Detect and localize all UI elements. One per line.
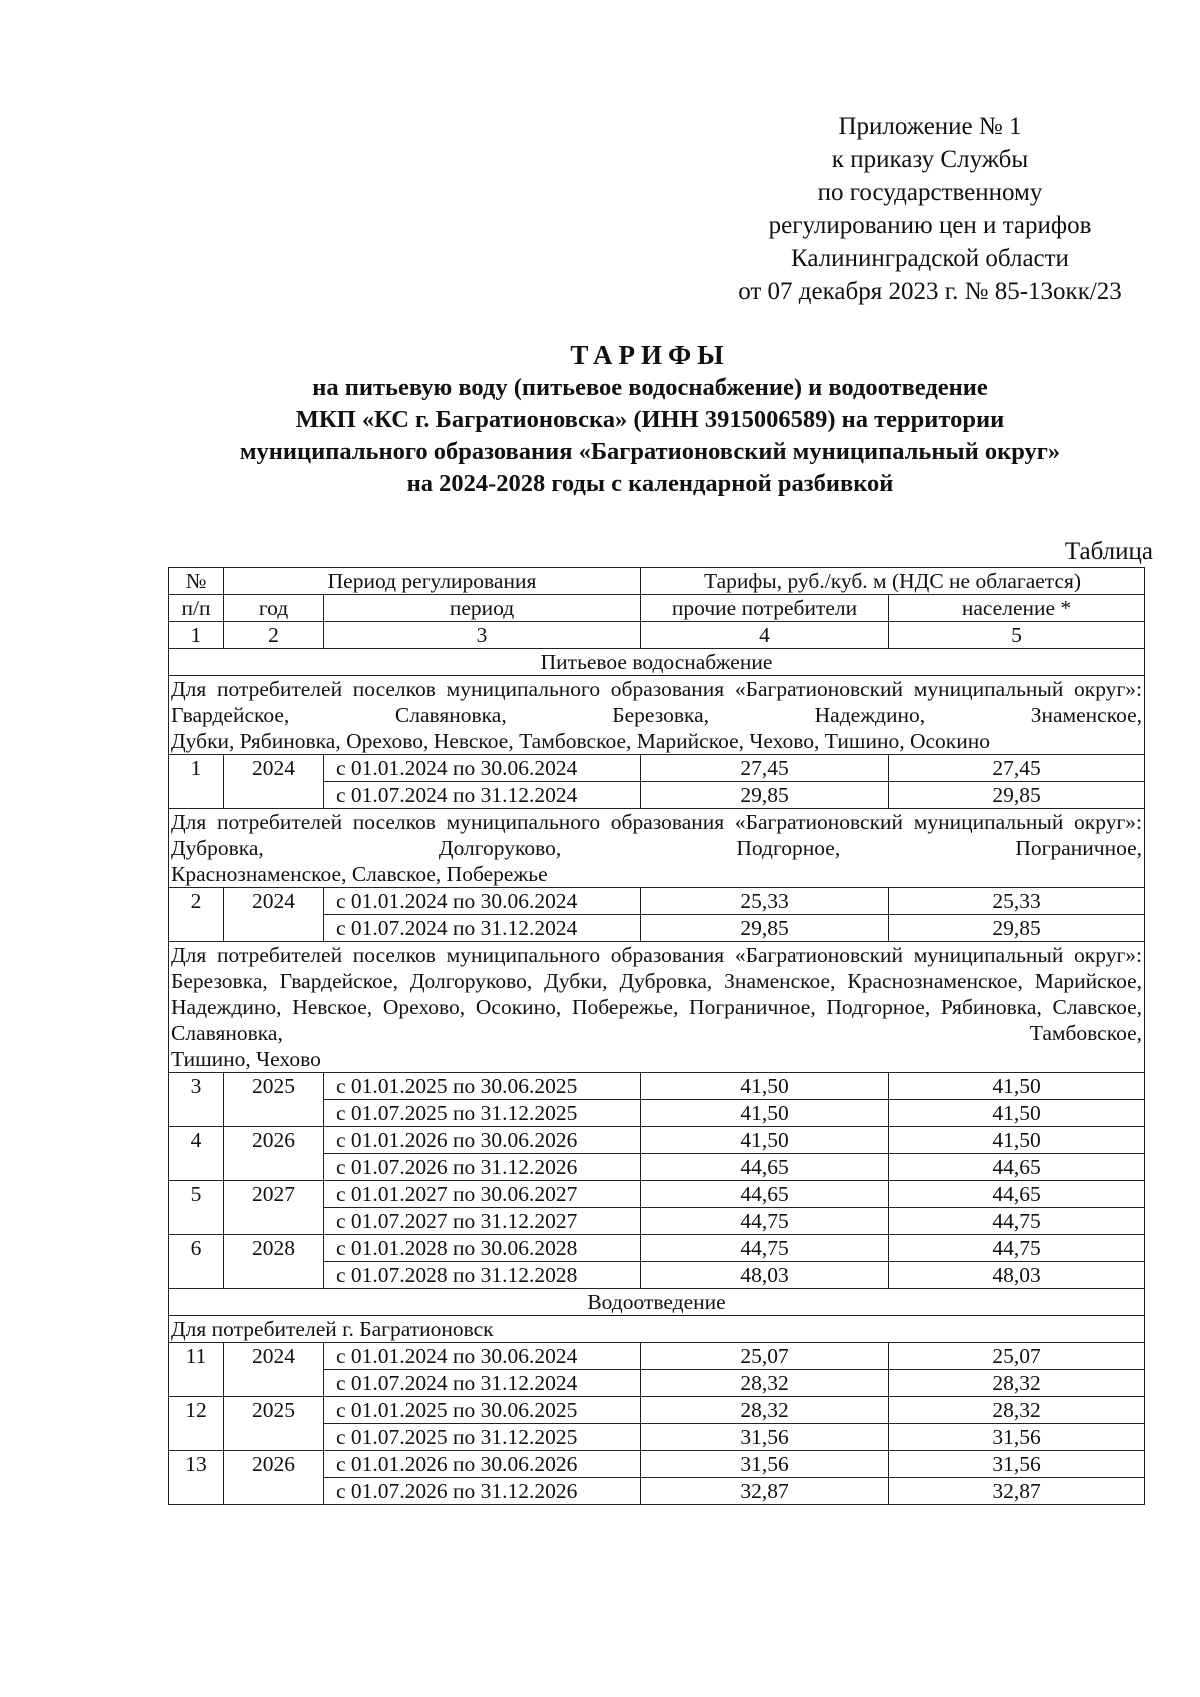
row-others: 44,65 bbox=[641, 1154, 889, 1181]
row-period: с 01.07.2024 по 31.12.2024 bbox=[324, 1370, 641, 1397]
header-num: № bbox=[169, 568, 224, 595]
row-population: 28,32 bbox=[889, 1370, 1145, 1397]
document-title bbox=[150, 338, 1150, 500]
row-population: 41,50 bbox=[889, 1100, 1145, 1127]
row-population: 48,03 bbox=[889, 1262, 1145, 1289]
column-number: 2 bbox=[224, 622, 324, 649]
section-row bbox=[169, 1289, 1145, 1316]
row-period: с 01.07.2026 по 31.12.2026 bbox=[324, 1154, 641, 1181]
row-year: 2028 bbox=[224, 1235, 324, 1289]
row-num: 13 bbox=[169, 1451, 224, 1505]
row-population: 28,32 bbox=[889, 1397, 1145, 1424]
row-others: 31,56 bbox=[641, 1424, 889, 1451]
row-period: с 01.01.2027 по 30.06.2027 bbox=[324, 1181, 641, 1208]
header-tariff-group: Тарифы, руб./куб. м (НДС не облагается) bbox=[641, 568, 1145, 595]
group-text-last: Тишино, Чехово bbox=[171, 1047, 321, 1071]
appendix-line: к приказу Службы bbox=[831, 146, 1029, 173]
row-population: 44,65 bbox=[889, 1154, 1145, 1181]
table-row bbox=[169, 1127, 1145, 1154]
row-population: 25,07 bbox=[889, 1343, 1145, 1370]
row-others: 27,45 bbox=[641, 755, 889, 782]
table-row bbox=[169, 755, 1145, 782]
appendix-reference bbox=[690, 110, 1170, 308]
row-period: с 01.07.2024 по 31.12.2024 bbox=[324, 915, 641, 942]
group-description bbox=[169, 676, 1145, 755]
appendix-line: регулированию цен и тарифов bbox=[768, 212, 1092, 239]
row-population: 31,56 bbox=[889, 1424, 1145, 1451]
row-num: 11 bbox=[169, 1343, 224, 1397]
row-population: 29,85 bbox=[889, 782, 1145, 809]
row-others: 41,50 bbox=[641, 1100, 889, 1127]
group-text-last: Краснознаменское, Славское, Побережье bbox=[171, 862, 548, 886]
row-period: с 01.07.2026 по 31.12.2026 bbox=[324, 1478, 641, 1505]
row-period: с 01.01.2025 по 30.06.2025 bbox=[324, 1397, 641, 1424]
group-text: Для потребителей поселков муниципального образования «Багратионовский муниципальный округ»: Березовка, Гвардейское, Долгоруково, Дубки, Дубровка, Знаменское, Краснознаменское, Марийское, Надеждино, Невское, Орехово, Осокино, Побережье, Пограничное, Подгорное, Рябиновка, Славское, Славяновка, Тамбовское, bbox=[171, 943, 1143, 1045]
section-title: Водоотведение bbox=[169, 1289, 1145, 1316]
group-row bbox=[169, 1316, 1145, 1343]
row-num: 12 bbox=[169, 1397, 224, 1451]
row-others: 28,32 bbox=[641, 1397, 889, 1424]
row-population: 44,75 bbox=[889, 1208, 1145, 1235]
table-row bbox=[169, 1181, 1145, 1208]
table-row bbox=[169, 1235, 1145, 1262]
table-row bbox=[169, 1451, 1145, 1478]
header-others: прочие потребители bbox=[641, 595, 889, 622]
table-row bbox=[169, 1073, 1145, 1100]
row-population: 27,45 bbox=[889, 755, 1145, 782]
row-period: с 01.07.2025 по 31.12.2025 bbox=[324, 1424, 641, 1451]
section-row bbox=[169, 649, 1145, 676]
header-year: год bbox=[224, 595, 324, 622]
row-year: 2026 bbox=[224, 1127, 324, 1181]
row-others: 25,07 bbox=[641, 1343, 889, 1370]
row-population: 32,87 bbox=[889, 1478, 1145, 1505]
row-others: 44,75 bbox=[641, 1235, 889, 1262]
row-period: с 01.01.2025 по 30.06.2025 bbox=[324, 1073, 641, 1100]
group-row bbox=[169, 676, 1145, 755]
row-num: 4 bbox=[169, 1127, 224, 1181]
row-period: с 01.01.2026 по 30.06.2026 bbox=[324, 1451, 641, 1478]
row-population: 41,50 bbox=[889, 1127, 1145, 1154]
row-period: с 01.07.2024 по 31.12.2024 bbox=[324, 782, 641, 809]
group-description bbox=[169, 942, 1145, 1073]
row-period: с 01.07.2025 по 31.12.2025 bbox=[324, 1100, 641, 1127]
row-period: с 01.01.2024 по 30.06.2024 bbox=[324, 1343, 641, 1370]
title-line: МКП «КС г. Багратионовска» (ИНН 3915006589) на территории bbox=[295, 406, 1005, 433]
row-year: 2025 bbox=[224, 1073, 324, 1127]
row-population: 25,33 bbox=[889, 888, 1145, 915]
row-period: с 01.01.2024 по 30.06.2024 bbox=[324, 755, 641, 782]
row-others: 31,56 bbox=[641, 1451, 889, 1478]
row-period: с 01.01.2024 по 30.06.2024 bbox=[324, 888, 641, 915]
row-year: 2025 bbox=[224, 1397, 324, 1451]
header-period-group: Период регулирования bbox=[224, 568, 641, 595]
header-population: население * bbox=[889, 595, 1145, 622]
appendix-line: Приложение № 1 bbox=[838, 113, 1022, 140]
row-year: 2026 bbox=[224, 1451, 324, 1505]
column-number-row bbox=[169, 622, 1145, 649]
row-year: 2024 bbox=[224, 888, 324, 942]
row-period: с 01.07.2027 по 31.12.2027 bbox=[324, 1208, 641, 1235]
row-period: с 01.01.2026 по 30.06.2026 bbox=[324, 1127, 641, 1154]
title-line: муниципального образования «Багратионовский муниципальный округ» bbox=[239, 438, 1061, 465]
title-line: на питьевую воду (питьевое водоснабжение) и водоотведение bbox=[312, 374, 988, 401]
table-caption: Таблица bbox=[1064, 538, 1153, 565]
row-others: 28,32 bbox=[641, 1370, 889, 1397]
appendix-line: Калининградской области bbox=[791, 245, 1069, 272]
header-period: период bbox=[324, 595, 641, 622]
row-population: 41,50 bbox=[889, 1073, 1145, 1100]
row-population: 44,65 bbox=[889, 1181, 1145, 1208]
row-others: 32,87 bbox=[641, 1478, 889, 1505]
header-num-sub: п/п bbox=[169, 595, 224, 622]
row-num: 2 bbox=[169, 888, 224, 942]
column-number: 4 bbox=[641, 622, 889, 649]
row-num: 1 bbox=[169, 755, 224, 809]
group-row bbox=[169, 809, 1145, 888]
table-row bbox=[169, 1343, 1145, 1370]
appendix-line: от 07 декабря 2023 г. № 85-13окк/23 bbox=[738, 278, 1122, 305]
table-row bbox=[169, 1397, 1145, 1424]
column-number: 1 bbox=[169, 622, 224, 649]
title-line: на 2024-2028 годы с календарной разбивкой bbox=[406, 470, 894, 497]
row-year: 2024 bbox=[224, 1343, 324, 1397]
group-text: Для потребителей поселков муниципального образования «Багратионовский муниципальный округ»: Дубровка, Долгоруково, Подгорное, Пограничное, bbox=[171, 810, 1143, 860]
table-row bbox=[169, 888, 1145, 915]
title-main: ТАРИФЫ bbox=[570, 340, 730, 370]
row-period: с 01.07.2028 по 31.12.2028 bbox=[324, 1262, 641, 1289]
row-population: 31,56 bbox=[889, 1451, 1145, 1478]
row-population: 44,75 bbox=[889, 1235, 1145, 1262]
row-num: 6 bbox=[169, 1235, 224, 1289]
row-year: 2027 bbox=[224, 1181, 324, 1235]
row-others: 41,50 bbox=[641, 1127, 889, 1154]
row-others: 29,85 bbox=[641, 782, 889, 809]
row-others: 25,33 bbox=[641, 888, 889, 915]
row-num: 3 bbox=[169, 1073, 224, 1127]
section-title: Питьевое водоснабжение bbox=[169, 649, 1145, 676]
row-num: 5 bbox=[169, 1181, 224, 1235]
group-row bbox=[169, 942, 1145, 1073]
row-others: 48,03 bbox=[641, 1262, 889, 1289]
row-others: 44,65 bbox=[641, 1181, 889, 1208]
tariff-table bbox=[168, 567, 1145, 1505]
group-text: Для потребителей поселков муниципального образования «Багратионовский муниципальный округ»: Гвардейское, Славяновка, Березовка, Надеждино, Знаменское, bbox=[171, 677, 1143, 727]
row-others: 44,75 bbox=[641, 1208, 889, 1235]
row-population: 29,85 bbox=[889, 915, 1145, 942]
row-others: 41,50 bbox=[641, 1073, 889, 1100]
group-description bbox=[169, 809, 1145, 888]
row-year: 2024 bbox=[224, 755, 324, 809]
row-period: с 01.01.2028 по 30.06.2028 bbox=[324, 1235, 641, 1262]
header-row bbox=[169, 568, 1145, 595]
column-number: 3 bbox=[324, 622, 641, 649]
column-number: 5 bbox=[889, 622, 1145, 649]
group-description: Для потребителей г. Багратионовск bbox=[169, 1316, 1145, 1343]
appendix-line: по государственному bbox=[817, 179, 1043, 206]
group-text-last: Дубки, Рябиновка, Орехово, Невское, Тамбовское, Марийское, Чехово, Тишино, Осокино bbox=[171, 729, 990, 753]
row-others: 29,85 bbox=[641, 915, 889, 942]
header-row bbox=[169, 595, 1145, 622]
